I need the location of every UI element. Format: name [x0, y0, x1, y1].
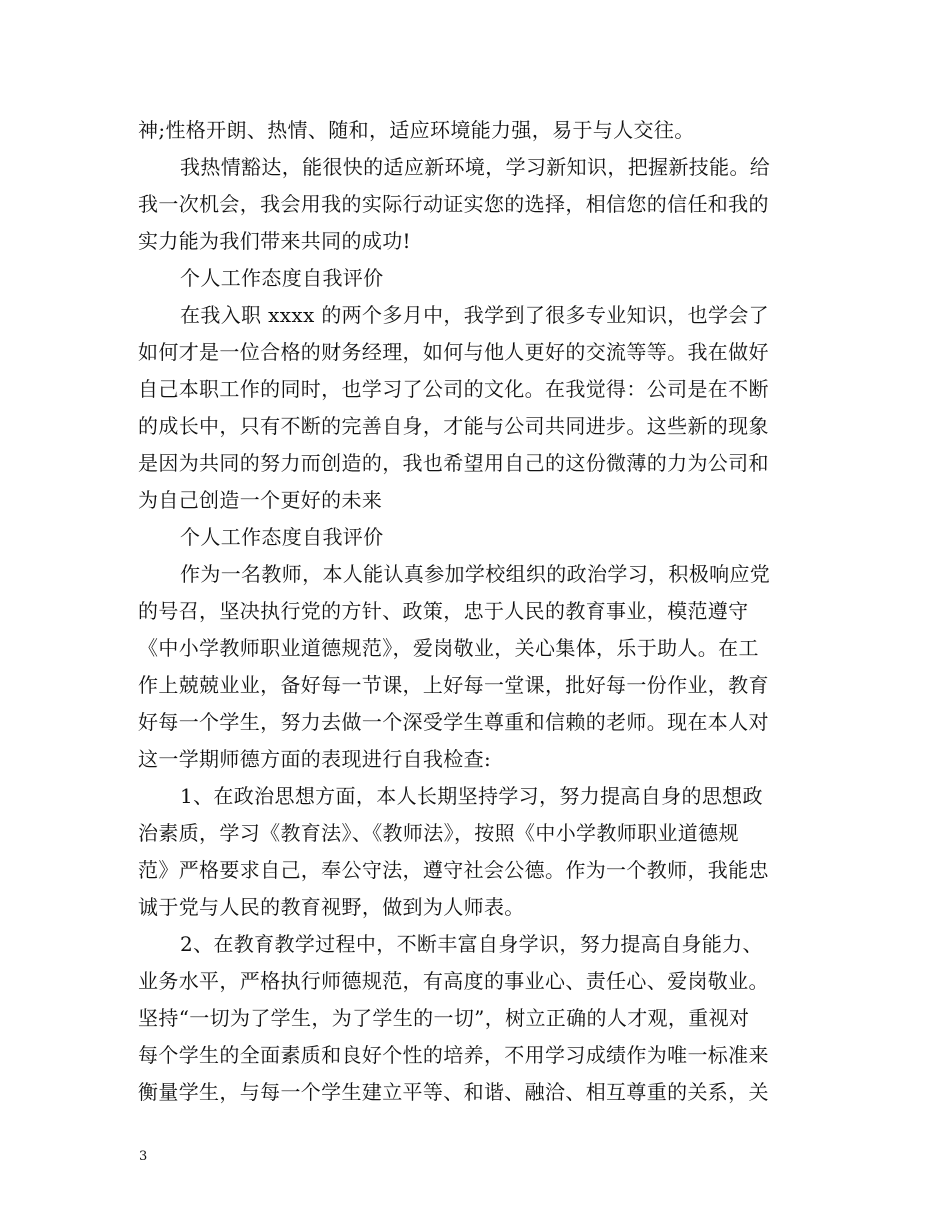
- text-line: 这一学期师德方面的表现进行自我检查:: [138, 747, 492, 771]
- text-line: 作上兢兢业业，备好每一节课，上好每一堂课，批好每一份作业，教育: [138, 673, 769, 697]
- text-line: 我一次机会，我会用我的实际行动证实您的选择，相信您的信任和我的: [138, 192, 769, 216]
- text-line: 的号召，坚决执行党的方针、政策，忠于人民的教育事业，模范遵守: [138, 599, 749, 623]
- text-line: 自己本职工作的同时，也学习了公司的文化。在我觉得：公司是在不断: [138, 377, 769, 401]
- document-body: [138, 112, 818, 1111]
- text-line: 是因为共同的努力而创造的，我也希望用自己的这份微薄的力为公司和: [138, 451, 769, 475]
- text-line: 坚持“一切为了学生，为了学生的一切”，树立正确的人才观，重视对: [138, 1006, 750, 1030]
- text-line: 《中小学教师职业道德规范》，爱岗敬业，关心集体，乐于助人。在工: [138, 636, 759, 660]
- text-line: 范》严格要求自己，奉公守法，遵守社会公德。作为一个教师，我能忠: [138, 858, 769, 882]
- paragraph-start: 在我入职 xxxx 的两个多月中，我学到了很多专业知识，也学会了: [180, 303, 770, 327]
- paragraph-start: 1、在政治思想方面，本人长期坚持学习，努力提高自身的思想政: [180, 784, 763, 808]
- paragraph-start: 我热情豁达，能很快的适应新环境，学习新知识，把握新技能。给: [180, 155, 771, 179]
- text-line: 每个学生的全面素质和良好个性的培养，不用学习成绩作为唯一标准来: [138, 1043, 769, 1067]
- text-line: 如何才是一位合格的财务经理，如何与他人更好的交流等等。我在做好: [138, 340, 769, 364]
- text-line: 诚于党与人民的教育视野，做到为人师表。: [138, 895, 525, 919]
- text-line: 为自己创造一个更好的未来: [138, 488, 383, 512]
- text-line: 神;性格开朗、热情、随和，适应环境能力强，易于与人交往。: [138, 118, 695, 142]
- text-line: 衡量学生，与每一个学生建立平等、和谐、融洽、相互尊重的关系，关: [138, 1080, 769, 1104]
- text-line: 实力能为我们带来共同的成功!: [138, 229, 411, 253]
- text-line: 好每一个学生，努力去做一个深受学生尊重和信赖的老师。现在本人对: [138, 710, 769, 734]
- section-heading: 个人工作态度自我评价: [180, 266, 384, 290]
- section-heading: 个人工作态度自我评价: [180, 525, 384, 549]
- page-number: 3: [139, 1149, 148, 1164]
- text-line: 治素质，学习《教育法》、《教师法》，按照《中小学教师职业道德规: [138, 821, 739, 845]
- paragraph-start: 2、在教育教学过程中，不断丰富自身学识，努力提高自身能力、: [180, 932, 763, 956]
- text-line: 的成长中，只有不断的完善自身，才能与公司共同进步。这些新的现象: [138, 414, 769, 438]
- text-line: 业务水平，严格执行师德规范，有高度的事业心、责任心、爱岗敬业。: [138, 969, 769, 993]
- paragraph-start: 作为一名教师，本人能认真参加学校组织的政治学习，积极响应党: [180, 562, 771, 586]
